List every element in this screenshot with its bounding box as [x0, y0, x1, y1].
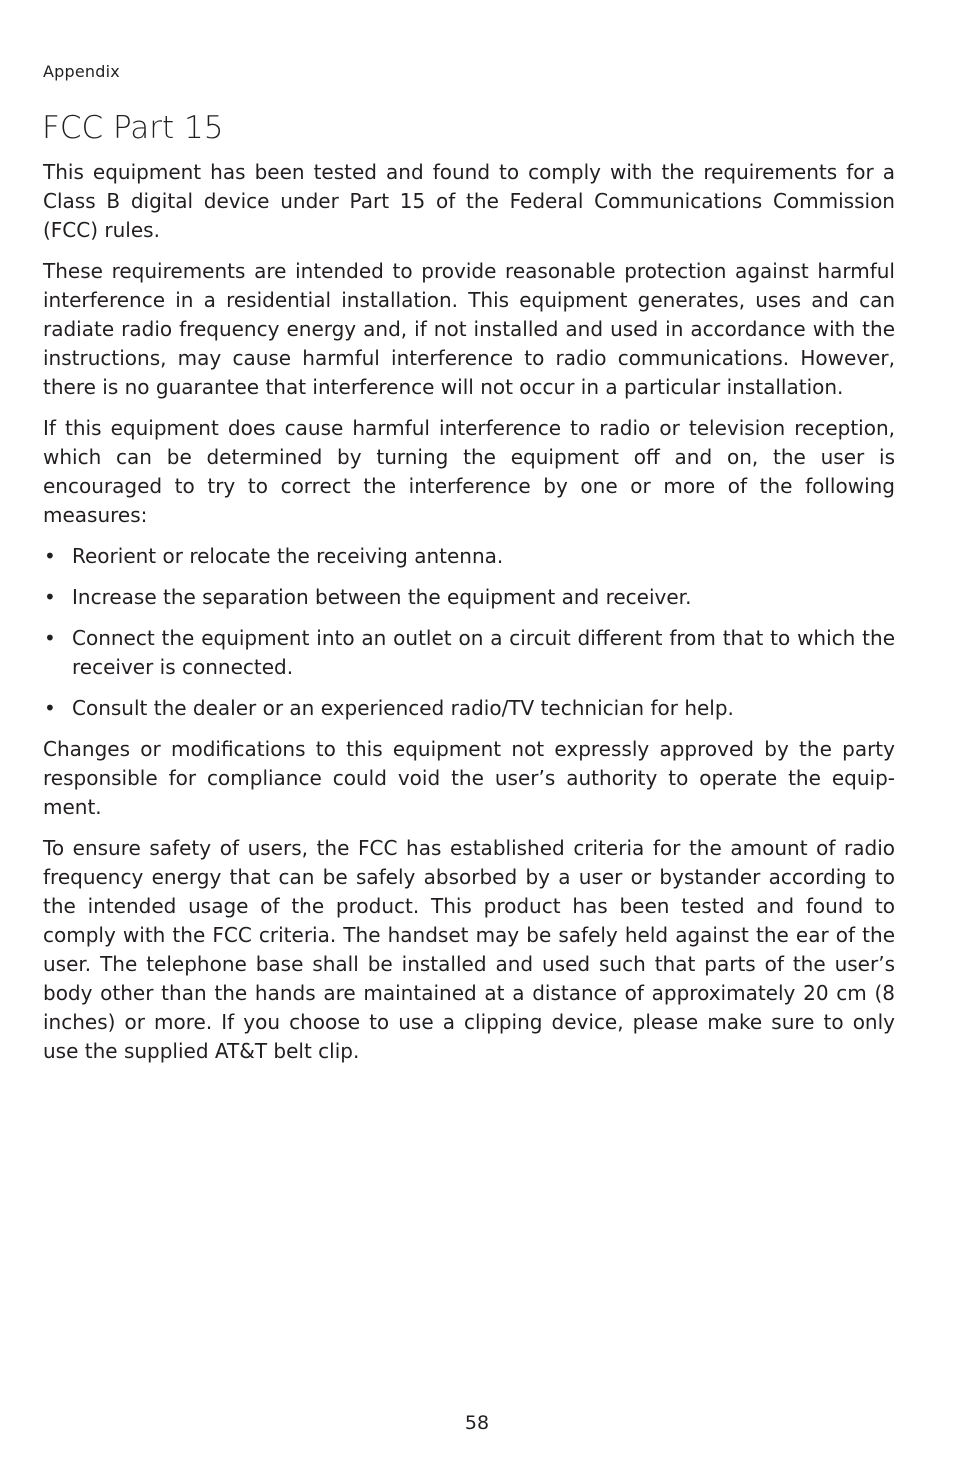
bullet-icon: • [44, 585, 56, 609]
list-item-text: Increase the separation between the equipment and receiver. [72, 585, 692, 609]
document-body [43, 158, 895, 1078]
page-number: 58 [464, 1412, 490, 1434]
list-item [43, 542, 895, 571]
paragraph-modifications: Changes or modifications to this equipment not expressly approved by the party responsible for compliance could void the user’s authority to operate the equipment. [43, 737, 895, 819]
paragraph-requirements: These requirements are intended to provide reasonable protection against harmful interference in a residential installation. This equipment generates, uses and can radiate radio frequency energy and, if not installed and used in accordance with the instructions, may cause harmful interference to radio communications. However, there is no guarantee that interference will not occur in a particular installation. [43, 259, 895, 399]
section-label: Appendix [43, 62, 120, 81]
bullet-icon: • [44, 544, 56, 568]
bullet-icon: • [44, 696, 56, 720]
list-item-text: Consult the dealer or an experienced radio/TV technician for help. [72, 696, 734, 720]
paragraph-interference: If this equipment does cause harmful interference to radio or television reception, which can be determined by turning the equipment off and on, the user is encouraged to try to correct the interference by one or more of the following measures: [43, 416, 895, 527]
list-item [43, 694, 895, 723]
measures-list [43, 542, 895, 723]
list-item [43, 583, 895, 612]
bullet-icon: • [44, 626, 56, 650]
paragraph-safety: To ensure safety of users, the FCC has established criteria for the amount of radio frequency energy that can be safely absorbed by a user or bystander according to the intended usage of the product. This product has been tested and found to comply with the FCC criteria. The handset may be safely held against the ear of the user. The telephone base shall be installed and used such that parts of the user’s body other than the hands are maintained at a distance of approximately 20 cm (8 inches) or more. If you choose to use a clipping device, please make sure to only use the supplied AT&T belt clip. [43, 836, 895, 1063]
list-item [43, 624, 895, 682]
page-title: FCC Part 15 [42, 110, 224, 146]
paragraph-compliance: This equipment has been tested and found to comply with the requirements for a Class B digital device under Part 15 of the Federal Communications Commission (FCC) rules. [43, 160, 895, 242]
list-item-text: Reorient or relocate the receiving antenna. [72, 544, 504, 568]
list-item-text: Connect the equipment into an outlet on a circuit different from that to which the receiver is connected. [72, 626, 895, 679]
